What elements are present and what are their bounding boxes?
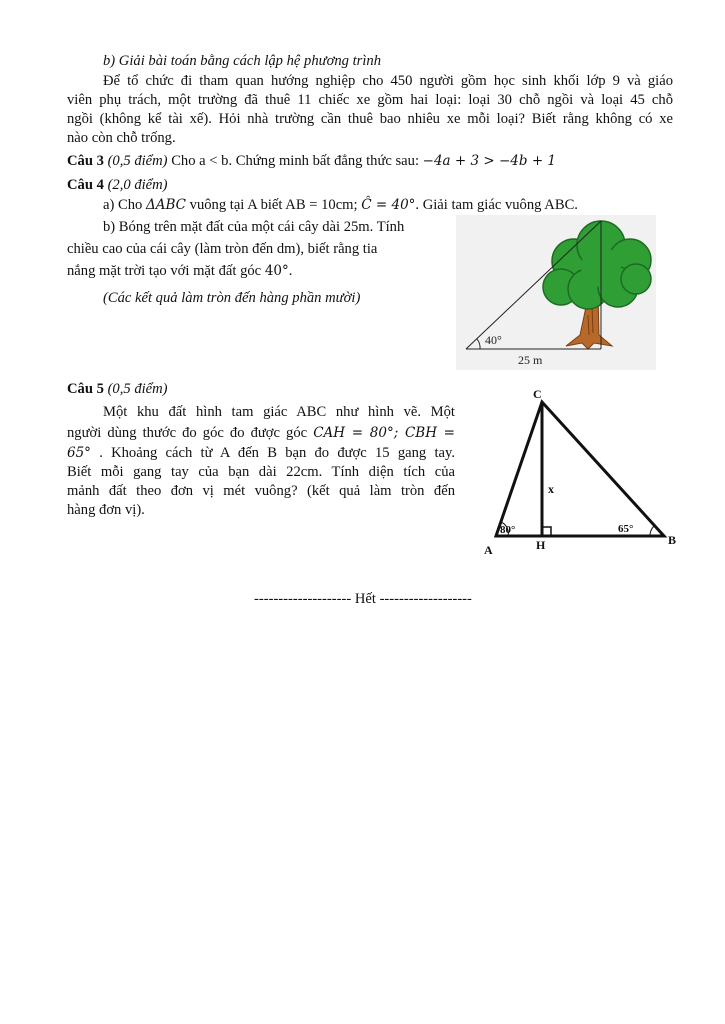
q5-line-3: [67, 444, 455, 462]
q5-line-5: mảnh đất theo đơn vị mét vuông? (kết quả làm tròn đến: [67, 483, 455, 499]
q4a-triangle: ΔABC: [145, 197, 186, 213]
q4b-angle: 40°: [264, 263, 289, 279]
q2b-heading: b) Giải bài toán bằng cách lập hệ phương trình: [103, 53, 382, 69]
q3-text: Cho a < b. Chứng minh bất đẳng thức sau:: [171, 153, 419, 169]
q3-formula: −4a + 3 > −4b + 1: [422, 153, 557, 169]
q4a-line: [103, 196, 578, 214]
q3-line: [67, 152, 556, 170]
q4b-line-3-end: .: [288, 263, 293, 279]
q4-rounding-note: (Các kết quả làm tròn đến hàng phần mười): [103, 290, 361, 306]
q5-header: [67, 380, 168, 398]
q5-line-2: [67, 424, 455, 442]
q5-line-3-text: . Khoảng cách từ A đến B bạn đo được 15 gang tay.: [99, 445, 455, 461]
q2b-line-4: nào còn chỗ trống.: [67, 130, 176, 146]
angle-40-label: 40°: [485, 333, 502, 347]
q4b-line-3-text: nắng mặt trời tạo với mặt đất góc: [67, 263, 262, 279]
foot-h-label: H: [536, 538, 546, 552]
q4b-line-3: [67, 262, 292, 280]
q5-angles: CAH = 80°; CBH =: [313, 425, 455, 441]
q5-label: Câu 5: [67, 381, 104, 397]
q5-line-2-text: người dùng thước đo góc đo được góc: [67, 425, 308, 441]
shadow-length-label: 25 m: [518, 353, 543, 367]
angle-b-value: 65°: [618, 523, 634, 535]
q4-label: Câu 4: [67, 177, 104, 193]
q3-points: (0,5 điểm): [107, 153, 168, 169]
q4-header: [67, 176, 168, 194]
q4b-line-2: chiều cao của cái cây (làm tròn đến dm), biết rằng tia: [67, 241, 378, 257]
q5-line-1: Một khu đất hình tam giác ABC như hình vẽ. Một: [103, 404, 455, 420]
angle-a-value: 80°: [500, 524, 516, 536]
tree-shadow-figure: [456, 215, 656, 370]
q2b-line-3: ngồi (không kể tài xế). Hỏi nhà trường cần thuê bao nhiêu xe mỗi loại? Biết rằng không có xe: [67, 111, 673, 127]
vertex-b-label: B: [668, 533, 677, 547]
q5-points: (0,5 điểm): [107, 381, 168, 397]
q4a-pre: a) Cho: [103, 197, 143, 213]
q4a-post: . Giải tam giác vuông ABC.: [415, 197, 578, 213]
q3-label: Câu 3: [67, 153, 104, 169]
vertex-a-label: A: [484, 543, 493, 557]
q4a-mid: vuông tại A biết AB = 10cm;: [189, 197, 358, 213]
vertex-c-label: C: [533, 387, 542, 401]
triangle-abc-figure: [478, 386, 688, 558]
q2b-line-2: viên phụ trách, một trường đã thuê 11 chiếc xe gồm hai loại: loại 30 chỗ ngồi và loại 45 chỗ: [67, 92, 673, 108]
q5-angle-b: 65°: [67, 445, 91, 461]
q4-points: (2,0 điểm): [107, 177, 168, 193]
triangle-abc: [496, 402, 664, 536]
end-marker: -------------------- Hết -------------------: [254, 591, 472, 607]
q2b-line-1: Để tổ chức đi tham quan hướng nghiệp cho 450 người gồm học sinh khối lớp 9 và giáo: [103, 73, 673, 89]
height-x-label: x: [548, 482, 554, 496]
q4a-angle: Ĉ = 40°: [361, 197, 416, 213]
q5-line-6: hàng đơn vị).: [67, 502, 145, 518]
q4b-line-1: b) Bóng trên mặt đất của một cái cây dài 25m. Tính: [103, 219, 405, 235]
q5-line-4: Biết mỗi gang tay của bạn dài 22cm. Tính diện tích của: [67, 464, 455, 480]
